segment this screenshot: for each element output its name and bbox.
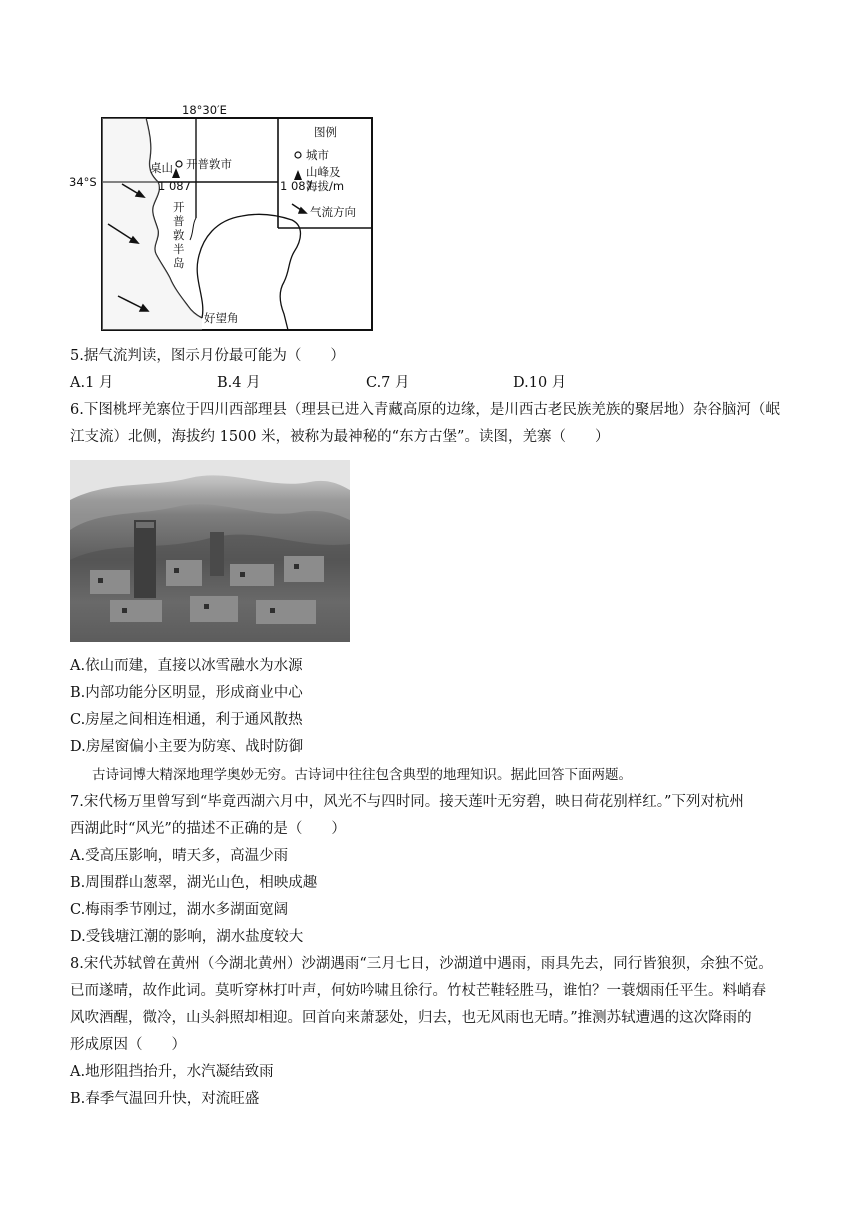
peninsula-char: 岛 xyxy=(173,256,185,270)
peninsula-char: 敦 xyxy=(173,228,185,242)
q6-option-a: A.依山而建，直接以冰雪融水为水源 xyxy=(70,658,303,674)
latitude-label: 34°S xyxy=(69,175,97,189)
q6-option-c: C.房屋之间相连相通，利于通风散热 xyxy=(70,712,303,728)
q8-stem-line1: 8.宋代苏轼曾在黄州（今湖北黄州）沙湖遇雨“三月七日，沙湖道中遇雨，雨具先去，同行皆狼狈，余独不觉。 xyxy=(70,956,773,972)
q6-stem-line1: 6.下图桃坪羌寨位于四川西部理县（理县已进入青藏高原的边缘，是川西古老民族羌族的聚居地）杂谷脑河（岷 xyxy=(70,402,780,418)
q6-option-d: D.房屋窗偏小主要为防寒、战时防御 xyxy=(70,739,304,755)
q7-option-c: C.梅雨季节刚过，湖水多湖面宽阔 xyxy=(70,902,289,918)
peninsula-char: 开 xyxy=(173,200,185,214)
q5-option-c: C.7 月 xyxy=(366,375,410,391)
map-figure xyxy=(66,100,386,340)
q8-stem-line3: 风吹酒醒，微冷，山头斜照却相迎。回首向来萧瑟处，归去，也无风雨也无晴。”推测苏轼遭遇的这次降雨的 xyxy=(70,1010,752,1026)
q7-option-d: D.受钱塘江潮的影响，湖水盐度较大 xyxy=(70,929,304,945)
q8-stem-line4: 形成原因（ ） xyxy=(70,1037,186,1053)
q8-stem-line2: 已而遂晴，故作此词。莫听穿林打叶声，何妨吟啸且徐行。竹杖芒鞋轻胜马，谁怕？一蓑烟雨任平生。料峭春 xyxy=(70,983,766,999)
cape-label: 好望角 xyxy=(204,311,239,325)
peak-name-label: 桌山 xyxy=(150,161,173,175)
q7-option-a: A.受高压影响，晴天多，高温少雨 xyxy=(70,848,289,864)
legend-title: 图例 xyxy=(314,125,337,139)
longitude-label: 18°30′E xyxy=(182,103,227,117)
map-drawing xyxy=(66,100,386,340)
qiang-village-photo xyxy=(70,460,350,642)
q7-option-b: B.周围群山葱翠，湖光山色，相映成趣 xyxy=(70,875,318,891)
q7-stem-line1: 7.宋代杨万里曾写到“毕竟西湖六月中，风光不与四时同。接天莲叶无穷碧，映日荷花别样红。”下列对杭州 xyxy=(70,794,744,810)
legend-peak-label: 山峰及 xyxy=(306,165,341,179)
city-label: 开普敦市 xyxy=(186,157,232,171)
q8-option-b: B.春季气温回升快，对流旺盛 xyxy=(70,1091,260,1107)
q5-option-b: B.4 月 xyxy=(217,375,261,391)
legend-peak-sample: 1 087 xyxy=(280,179,313,193)
peninsula-char: 普 xyxy=(173,214,185,228)
peninsula-label xyxy=(173,200,187,270)
q6-stem-line2: 江支流）北侧，海拔约 1500 米，被称为最神秘的“东方古堡”。读图，羌寨（ ） xyxy=(70,429,610,445)
q7-stem-line2: 西湖此时“风光”的描述不正确的是（ ） xyxy=(70,821,346,837)
section-intro: 古诗词博大精深地理学奥妙无穷。古诗词中往往包含典型的地理知识。据此回答下面两题。 xyxy=(92,767,632,783)
peak-elevation-label: 1 087 xyxy=(158,179,191,193)
legend-peak-label-line2: 海拔/m xyxy=(306,179,345,193)
q8-option-a: A.地形阻挡抬升，水汽凝结致雨 xyxy=(70,1064,274,1080)
legend-city-label: 城市 xyxy=(306,148,329,162)
q6-option-b: B.内部功能分区明显，形成商业中心 xyxy=(70,685,303,701)
village-photo-drawing xyxy=(70,460,350,642)
q5-stem: 5.据气流判读，图示月份最可能为（ ） xyxy=(70,348,345,364)
legend-airflow-label: 气流方向 xyxy=(310,205,356,219)
peninsula-char: 半 xyxy=(173,242,185,256)
q5-option-a: A.1 月 xyxy=(70,375,114,391)
q5-option-d: D.10 月 xyxy=(513,375,567,391)
